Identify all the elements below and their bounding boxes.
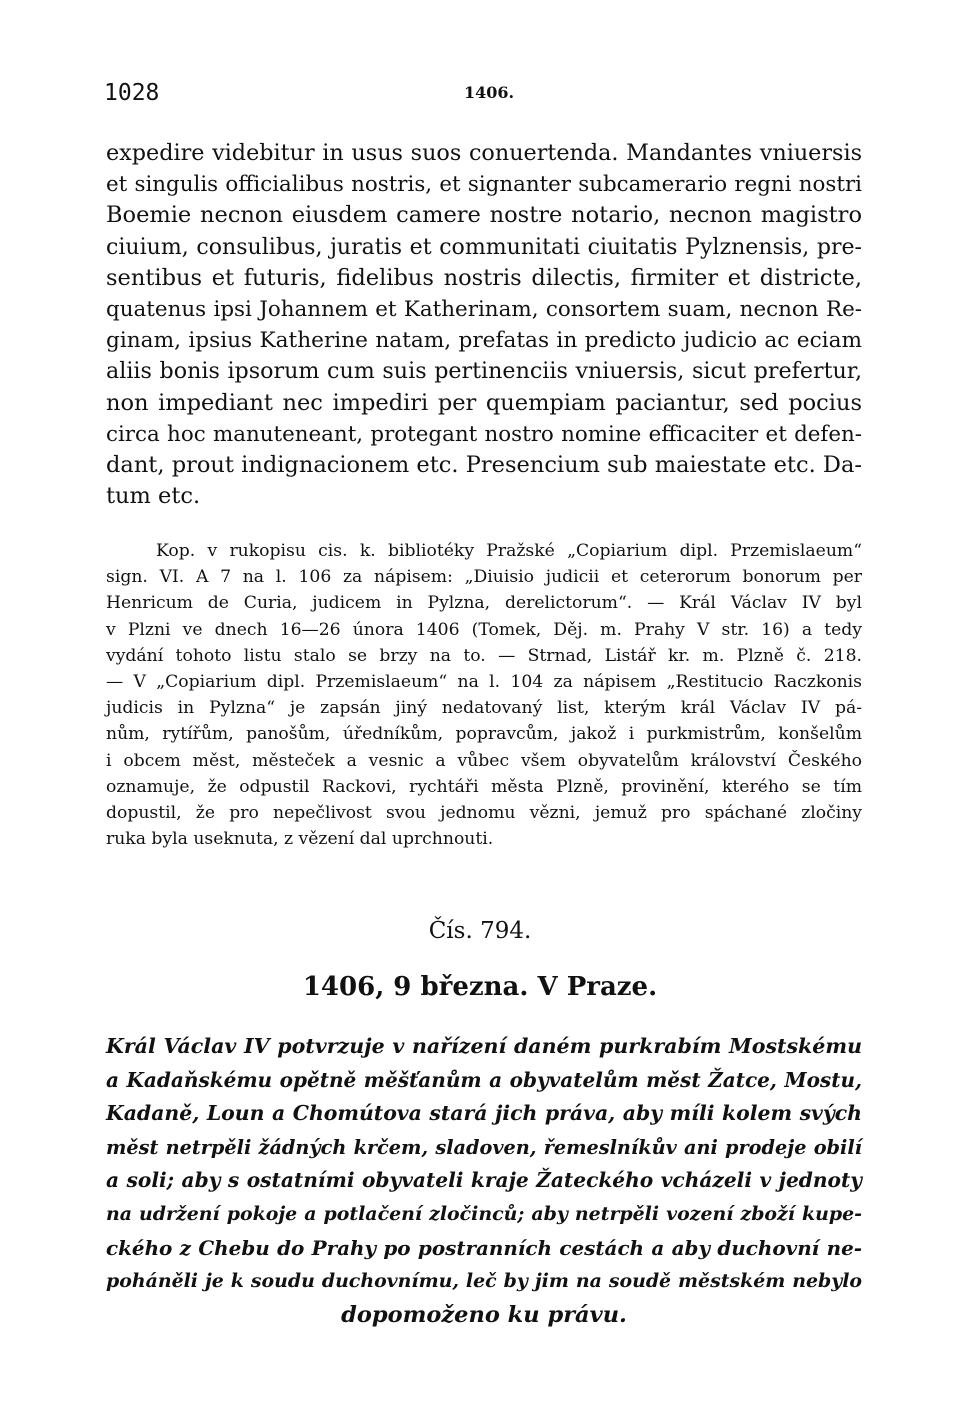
note-line: Kop. v rukopisu cis. k. bibliotéky Pražské „Copiarium dipl. Przemislaeum“ bbox=[156, 541, 862, 561]
body-line: aliis bonis ipsorum cum suis pertinenciis vniuersis, sicut prefertur, bbox=[106, 358, 862, 385]
body-line: et singulis officialibus nostris, et signanter subcamerario regni nostri bbox=[106, 172, 862, 198]
running-year: 1406. bbox=[464, 83, 515, 102]
summary-line: dopomoženo ku právu. bbox=[341, 1301, 627, 1328]
document-number: Čís. 794. bbox=[428, 918, 532, 944]
note-line: ruka byla useknuta, z vězení dal uprchnouti. bbox=[106, 829, 494, 850]
summary-line: na udržení pokoje a potlačení zločinců; aby netrpěli vození zboží kupe- bbox=[106, 1202, 862, 1225]
summary-line: ckého z Chebu do Prahy po postranních cestách a aby duchovní ne- bbox=[106, 1235, 862, 1260]
note-line: judicis in Pylzna“ je zapsán jiný nedatovaný list, kterým král Václav IV pá- bbox=[106, 698, 862, 719]
page-number: 1028 bbox=[104, 80, 160, 106]
body-line: dant, prout indignacionem etc. Presencium sub maiestate etc. Da- bbox=[106, 451, 862, 478]
note-line: vydání tohoto listu stalo se brzy na to. — Strnad, Listář kr. m. Plzně č. 218. bbox=[106, 645, 862, 666]
document-summary bbox=[106, 1030, 862, 1332]
page-header bbox=[104, 80, 856, 110]
body-line: Boemie necnon eiusdem camere nostre notario, necnon magistro bbox=[106, 202, 862, 229]
note-line: nům, rytířům, panošům, úředníkům, popravcům, jakož i purkmistrům, konšelům bbox=[106, 724, 862, 745]
body-line: expedire videbitur in usus suos conuertenda. Mandantes vniuersis bbox=[106, 140, 862, 166]
note-line: dopustil, že pro nepečlivost svou jednomu vězni, jemuž pro spáchané zločiny bbox=[106, 802, 862, 823]
source-note bbox=[106, 538, 862, 852]
body-line: ginam, ipsius Katherine natam, prefatas in predicto judicio ac eciam bbox=[106, 328, 862, 354]
summary-line: Král Václav IV potvrzuje v nařízení daném purkrabím Mostskému bbox=[106, 1034, 862, 1058]
summary-line: a soli; aby s ostatními obyvateli kraje Žateckého vcházeli v jednoty bbox=[106, 1168, 862, 1193]
body-line: circa hoc manuteneant, protegant nostro nomine efficaciter et defen- bbox=[106, 421, 862, 447]
note-line: sign. VI. A 7 na l. 106 za nápisem: „Diuisio judicii et ceterorum bonorum per bbox=[106, 567, 862, 588]
note-line: — V „Copiarium dipl. Przemislaeum“ na l. 104 za nápisem „Restitucio Raczkonis bbox=[106, 671, 862, 692]
note-line: Henricum de Curia, judicem in Pylzna, derelictorum“. — Král Václav IV byl bbox=[106, 593, 862, 614]
note-line: i obcem měst, městeček a vesnic a vůbec všem obyvatelům království Českého bbox=[106, 750, 862, 771]
body-line: quatenus ipsi Johannem et Katherinam, consortem suam, necnon Re- bbox=[106, 296, 862, 322]
summary-line: Kadaně, Loun a Chomútova stará jich práva, aby míli kolem svých bbox=[106, 1101, 862, 1126]
note-line: v Plzni ve dnech 16—26 února 1406 (Tomek, Děj. m. Prahy V str. 16) a tedy bbox=[106, 619, 862, 640]
summary-line: měst netrpěli žádných krčem, sladoven, řemeslníkův ani prodeje obilí bbox=[106, 1135, 862, 1159]
body-text bbox=[106, 138, 862, 512]
summary-line: a Kadaňskému opětně měšťanům a obyvatelům měst Žatce, Mostu, bbox=[106, 1067, 862, 1092]
body-line: sentibus et futuris, fidelibus nostris dilectis, firmiter et districte, bbox=[106, 264, 862, 291]
body-line: non impediant nec impediri per quempiam paciantur, sed pocius bbox=[106, 389, 862, 416]
body-line: tum etc. bbox=[106, 483, 201, 510]
summary-line: poháněli je k soudu duchovnímu, leč by jim na soudě městském nebylo bbox=[106, 1270, 862, 1293]
body-line: ciuium, consulibus, juratis et communitati ciuitatis Pylznensis, pre- bbox=[106, 234, 862, 260]
note-line: oznamuje, že odpustil Rackovi, rychtáři města Plzně, provinění, kterého se tím bbox=[106, 776, 862, 797]
document-date-place: 1406, 9 března. V Praze. bbox=[302, 972, 658, 1002]
